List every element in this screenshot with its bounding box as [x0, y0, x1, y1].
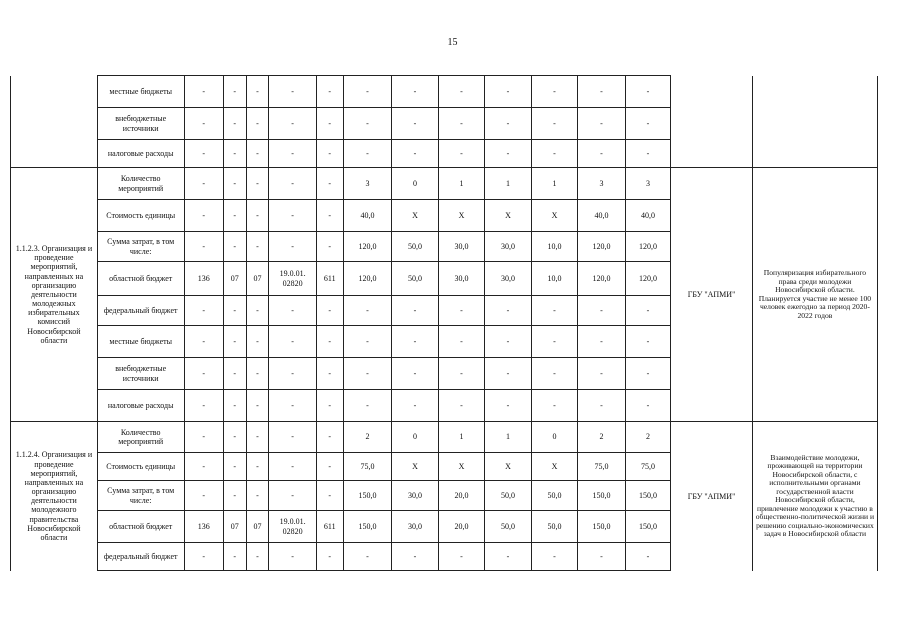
value-cell: 1 [438, 422, 485, 453]
value-cell: 136 [184, 262, 223, 296]
value-cell: 30,0 [392, 481, 439, 511]
value-cell: - [246, 108, 269, 140]
value-cell: - [184, 76, 223, 108]
value-cell: 40,0 [578, 200, 626, 232]
value-cell: 150,0 [625, 511, 670, 543]
value-cell: - [246, 358, 269, 390]
value-cell: - [578, 140, 626, 168]
value-cell: - [343, 358, 392, 390]
value-cell: 30,0 [392, 511, 439, 543]
result-1-1-2-3: Популяризация избирательного права среди молодежи Новосибирской области. Планируется участие не менее 100 человек ежегодно за период 2020-2022 годов [752, 168, 877, 422]
value-cell: - [246, 232, 269, 262]
value-cell: - [184, 296, 223, 326]
value-cell: - [269, 232, 317, 262]
indicator-label: федеральный бюджет [97, 543, 184, 571]
value-cell: 30,0 [485, 232, 532, 262]
value-cell: - [485, 390, 532, 422]
value-cell: - [246, 76, 269, 108]
value-cell: - [246, 140, 269, 168]
value-cell: - [625, 296, 670, 326]
value-cell: - [485, 76, 532, 108]
value-cell: X [485, 200, 532, 232]
value-cell: - [438, 543, 485, 571]
value-cell: - [223, 200, 246, 232]
value-cell: 120,0 [578, 262, 626, 296]
value-cell: 150,0 [625, 481, 670, 511]
value-cell: - [438, 358, 485, 390]
value-cell: - [316, 168, 343, 200]
value-cell: 0 [392, 168, 439, 200]
value-cell: - [269, 422, 317, 453]
table-row [11, 168, 878, 200]
value-cell: - [269, 326, 317, 358]
executor-cell-top [671, 76, 753, 168]
value-cell: 3 [625, 168, 670, 200]
value-cell: - [184, 358, 223, 390]
value-cell: 2 [343, 422, 392, 453]
value-cell: - [269, 168, 317, 200]
value-cell: - [625, 76, 670, 108]
value-cell: 50,0 [531, 481, 578, 511]
value-cell: - [578, 543, 626, 571]
value-cell: - [485, 358, 532, 390]
value-cell: - [184, 543, 223, 571]
value-cell: 07 [223, 262, 246, 296]
value-cell: - [223, 232, 246, 262]
value-cell: - [223, 481, 246, 511]
page-number: 15 [447, 37, 458, 48]
value-cell: - [343, 108, 392, 140]
value-cell: X [531, 200, 578, 232]
value-cell: 611 [316, 262, 343, 296]
value-cell: 150,0 [343, 511, 392, 543]
value-cell: 20,0 [438, 481, 485, 511]
value-cell: - [343, 296, 392, 326]
value-cell: - [438, 108, 485, 140]
value-cell: - [392, 76, 439, 108]
value-cell: 0 [392, 422, 439, 453]
value-cell: - [625, 108, 670, 140]
value-cell: - [625, 140, 670, 168]
executor-1-1-2-3: ГБУ "АПМИ" [671, 168, 753, 422]
value-cell: - [578, 390, 626, 422]
value-cell: - [269, 481, 317, 511]
value-cell: 150,0 [578, 481, 626, 511]
indicator-label: областной бюджет [97, 511, 184, 543]
indicator-label: областной бюджет [97, 262, 184, 296]
value-cell: - [485, 543, 532, 571]
value-cell: 1 [485, 168, 532, 200]
value-cell: - [485, 108, 532, 140]
value-cell: - [578, 358, 626, 390]
value-cell: - [316, 422, 343, 453]
value-cell: - [578, 326, 626, 358]
value-cell: - [485, 140, 532, 168]
indicator-label: Стоимость единицы [97, 200, 184, 232]
value-cell: - [246, 296, 269, 326]
value-cell: - [246, 481, 269, 511]
value-cell: - [269, 390, 317, 422]
value-cell: - [223, 140, 246, 168]
value-cell: - [269, 543, 317, 571]
value-cell: - [531, 543, 578, 571]
value-cell: - [316, 390, 343, 422]
value-cell: 19.0.01. 02820 [269, 511, 317, 543]
value-cell: - [578, 296, 626, 326]
table-row [11, 76, 878, 108]
value-cell: - [438, 326, 485, 358]
value-cell: - [343, 390, 392, 422]
value-cell: 120,0 [625, 262, 670, 296]
value-cell: - [316, 543, 343, 571]
result-1-1-2-4: Взаимодействие молодежи, проживающей на территории Новосибирской области, с исполнительными органами государственной власти Новосибирской области, привлечение молодежи к участию в общественно-политической жизни и решению социально-экономических задач в Новосибирской области [752, 422, 877, 571]
value-cell: 40,0 [625, 200, 670, 232]
value-cell: - [269, 200, 317, 232]
indicator-label: местные бюджеты [97, 76, 184, 108]
value-cell: 3 [578, 168, 626, 200]
indicator-label: налоговые расходы [97, 390, 184, 422]
value-cell: - [438, 390, 485, 422]
value-cell: 3 [343, 168, 392, 200]
value-cell: - [269, 108, 317, 140]
indicator-label: местные бюджеты [97, 326, 184, 358]
value-cell: - [184, 232, 223, 262]
value-cell: - [223, 390, 246, 422]
value-cell: 50,0 [485, 511, 532, 543]
value-cell: 0 [531, 422, 578, 453]
value-cell: - [316, 296, 343, 326]
value-cell: - [531, 76, 578, 108]
value-cell: - [184, 168, 223, 200]
value-cell: 150,0 [578, 511, 626, 543]
value-cell: 2 [625, 422, 670, 453]
value-cell: - [223, 76, 246, 108]
value-cell: 120,0 [578, 232, 626, 262]
value-cell: - [392, 296, 439, 326]
value-cell: 30,0 [485, 262, 532, 296]
value-cell: 120,0 [343, 262, 392, 296]
budget-table [10, 75, 878, 571]
event-cell-top [11, 76, 98, 168]
value-cell: 75,0 [343, 453, 392, 481]
value-cell: - [184, 422, 223, 453]
value-cell: - [531, 296, 578, 326]
value-cell: - [316, 140, 343, 168]
value-cell: - [223, 422, 246, 453]
value-cell: - [184, 390, 223, 422]
value-cell: - [246, 390, 269, 422]
value-cell: - [343, 543, 392, 571]
value-cell: X [438, 453, 485, 481]
value-cell: - [392, 140, 439, 168]
value-cell: - [343, 76, 392, 108]
value-cell: - [316, 76, 343, 108]
value-cell: 1 [438, 168, 485, 200]
value-cell: X [392, 200, 439, 232]
value-cell: X [438, 200, 485, 232]
value-cell: - [316, 481, 343, 511]
value-cell: - [438, 140, 485, 168]
value-cell: - [578, 108, 626, 140]
value-cell: - [316, 453, 343, 481]
value-cell: - [269, 453, 317, 481]
value-cell: - [316, 200, 343, 232]
value-cell: - [184, 326, 223, 358]
value-cell: - [223, 296, 246, 326]
indicator-label: внебюджетные источники [97, 108, 184, 140]
value-cell: 50,0 [392, 262, 439, 296]
value-cell: 120,0 [625, 232, 670, 262]
value-cell: - [531, 358, 578, 390]
value-cell: 75,0 [625, 453, 670, 481]
indicator-label: Количество мероприятий [97, 422, 184, 453]
value-cell: 07 [223, 511, 246, 543]
value-cell: 19.0.01. 02820 [269, 262, 317, 296]
value-cell: - [246, 543, 269, 571]
value-cell: 50,0 [392, 232, 439, 262]
value-cell: - [223, 326, 246, 358]
value-cell: - [246, 168, 269, 200]
value-cell: - [316, 326, 343, 358]
table-row [11, 422, 878, 453]
indicator-label: Сумма затрат, в том числе: [97, 232, 184, 262]
value-cell: 20,0 [438, 511, 485, 543]
value-cell: - [246, 326, 269, 358]
value-cell: - [625, 390, 670, 422]
indicator-label: Сумма затрат, в том числе: [97, 481, 184, 511]
value-cell: 1 [485, 422, 532, 453]
value-cell: - [316, 108, 343, 140]
value-cell: X [392, 453, 439, 481]
event-title-1-1-2-4: 1.1.2.4. Организация и проведение мероприятий, направленных на организацию деятельности молодежного правительства Новосибирской области [11, 422, 98, 571]
value-cell: 50,0 [485, 481, 532, 511]
value-cell: - [316, 358, 343, 390]
value-cell: - [578, 76, 626, 108]
value-cell: 40,0 [343, 200, 392, 232]
value-cell: - [438, 76, 485, 108]
value-cell: - [531, 108, 578, 140]
executor-1-1-2-4: ГБУ "АПМИ" [671, 422, 753, 571]
value-cell: 611 [316, 511, 343, 543]
value-cell: - [485, 326, 532, 358]
value-cell: - [392, 108, 439, 140]
value-cell: - [184, 481, 223, 511]
value-cell: 75,0 [578, 453, 626, 481]
value-cell: 1 [531, 168, 578, 200]
value-cell: - [269, 358, 317, 390]
value-cell: - [184, 453, 223, 481]
value-cell: 30,0 [438, 262, 485, 296]
indicator-label: Количество мероприятий [97, 168, 184, 200]
event-title-1-1-2-3: 1.1.2.3. Организация и проведение мероприятий, направленных на организацию деятельности молодежных избирательных комиссий Новосибирской области [11, 168, 98, 422]
value-cell: 50,0 [531, 511, 578, 543]
value-cell: 10,0 [531, 262, 578, 296]
value-cell: - [246, 422, 269, 453]
value-cell: - [223, 543, 246, 571]
value-cell: - [485, 296, 532, 326]
value-cell: - [531, 140, 578, 168]
value-cell: - [184, 140, 223, 168]
result-cell-top [752, 76, 877, 168]
table-body [11, 76, 878, 571]
value-cell: 10,0 [531, 232, 578, 262]
value-cell: - [392, 358, 439, 390]
value-cell: - [223, 168, 246, 200]
value-cell: - [625, 326, 670, 358]
value-cell: 120,0 [343, 232, 392, 262]
value-cell: - [223, 108, 246, 140]
value-cell: - [269, 296, 317, 326]
value-cell: - [625, 543, 670, 571]
value-cell: - [531, 326, 578, 358]
value-cell: 07 [246, 262, 269, 296]
value-cell: X [485, 453, 532, 481]
value-cell: - [392, 543, 439, 571]
value-cell: - [246, 200, 269, 232]
value-cell: 2 [578, 422, 626, 453]
value-cell: - [316, 232, 343, 262]
value-cell: - [184, 108, 223, 140]
value-cell: - [184, 200, 223, 232]
value-cell: 136 [184, 511, 223, 543]
value-cell: - [392, 390, 439, 422]
value-cell: - [343, 326, 392, 358]
value-cell: 07 [246, 511, 269, 543]
value-cell: - [392, 326, 439, 358]
value-cell: - [223, 453, 246, 481]
value-cell: - [223, 358, 246, 390]
value-cell: X [531, 453, 578, 481]
value-cell: - [269, 140, 317, 168]
value-cell: - [625, 358, 670, 390]
value-cell: - [269, 76, 317, 108]
indicator-label: Стоимость единицы [97, 453, 184, 481]
indicator-label: налоговые расходы [97, 140, 184, 168]
value-cell: - [438, 296, 485, 326]
value-cell: - [343, 140, 392, 168]
value-cell: - [246, 453, 269, 481]
indicator-label: федеральный бюджет [97, 296, 184, 326]
value-cell: 30,0 [438, 232, 485, 262]
value-cell: 150,0 [343, 481, 392, 511]
value-cell: - [531, 390, 578, 422]
indicator-label: внебюджетные источники [97, 358, 184, 390]
